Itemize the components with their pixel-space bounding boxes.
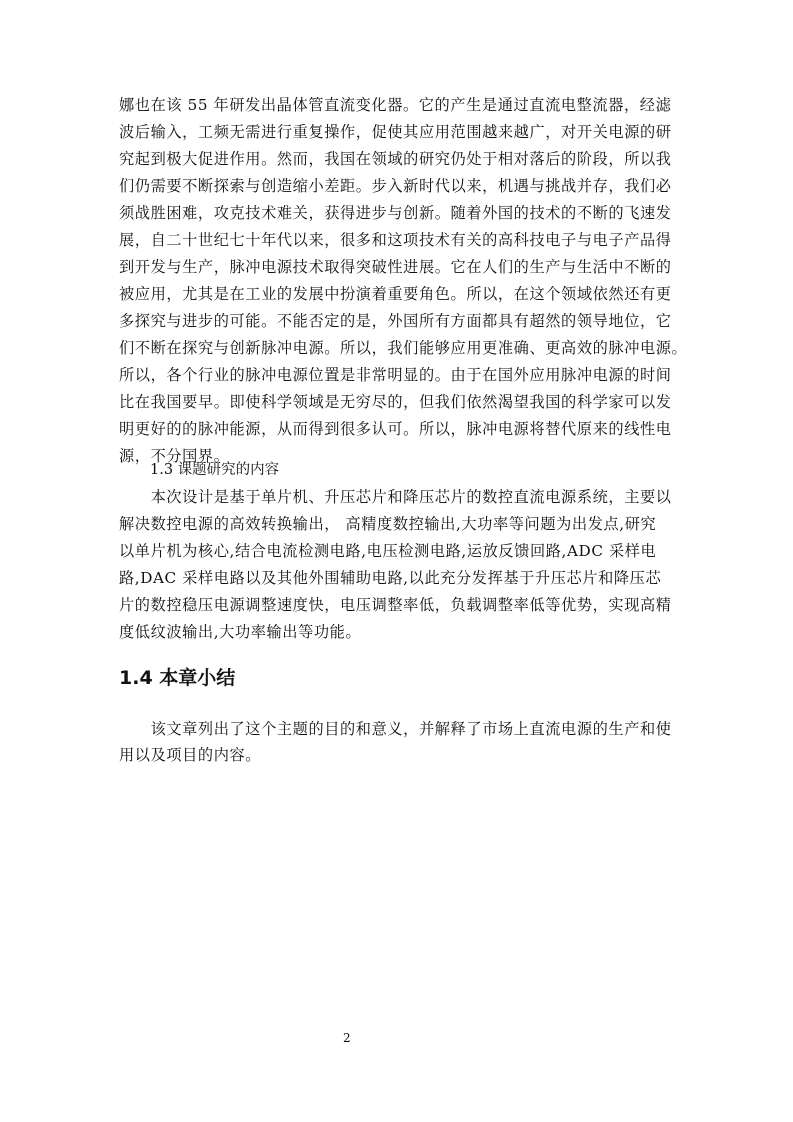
paragraph-line: 们不断在探究与创新脉冲电源。所以，我们能够应用更准确、更高效的脉冲电源。 [119, 339, 688, 357]
paragraph-line: 片的数控稳压电源调整速度快，电压调整率低，负载调整率低等优势，实现高精 [119, 596, 672, 614]
paragraph-line: 解决数控电源的高效转换输出， 高精度数控输出,大功率等问题为出发点,研究 [119, 515, 657, 533]
paragraph-line: 须战胜困难，攻克技术难关，获得进步与创新。随着外国的技术的不断的飞速发 [119, 204, 672, 222]
paragraph-line: 究起到极大促进作用。然而，我国在领域的研究仍处于相对落后的阶段，所以我 [119, 150, 672, 168]
paragraph-line: 多探究与进步的可能。不能否定的是，外国所有方面都具有超然的领导地位，它 [119, 312, 672, 330]
paragraph-line: 度低纹波输出,大功率输出等功能。 [119, 623, 362, 641]
paragraph-line: 源，不分国界。 [119, 447, 230, 465]
subsection-title: 1.3 课题研究的内容 [150, 462, 280, 478]
paragraph-line: 该文章列出了这个主题的目的和意义，并解释了市场上直流电源的生产和使 [119, 720, 672, 738]
paragraph-line: 路,DAC 采样电路以及其他外围辅助电路,以此充分发挥基于升压芯片和降压芯 [119, 569, 662, 587]
paragraph-line: 所以，各个行业的脉冲电源位置是非常明显的。由于在国外应用脉冲电源的时间 [119, 366, 672, 384]
paragraph-line: 展，自二十世纪七十年代以来，很多和这项技术有关的高科技电子与电子产品得 [119, 231, 672, 249]
paragraph-line: 被应用，尤其是在工业的发展中扮演着重要角色。所以，在这个领域依然还有更 [119, 285, 672, 303]
page-number: 2 [343, 1031, 351, 1045]
paragraph-line: 波后输入，工频无需进行重复操作，促使其应用范围越来越广，对开关电源的研 [119, 123, 672, 141]
paragraph-line: 娜也在该 55 年研发出晶体管直流变化器。它的产生是通过直流电整流器，经滤 [119, 96, 672, 114]
paragraph-line: 比在我国要早。即使科学领域是无穷尽的，但我们依然渴望我国的科学家可以发 [119, 393, 672, 411]
paragraph-line: 们仍需要不断探索与创造缩小差距。步入新时代以来，机遇与挑战并存，我们必 [119, 177, 672, 195]
paragraph-line: 以单片机为核心,结合电流检测电路,电压检测电路,运放反馈回路,ADC 采样电 [119, 542, 657, 560]
paragraph-line: 到开发与生产，脉冲电源技术取得突破性进展。它在人们的生产与生活中不断的 [119, 258, 672, 276]
paragraph-line: 本次设计是基于单片机、升压芯片和降压芯片的数控直流电源系统，主要以 [119, 488, 672, 506]
paragraph-line: 用以及项目的内容。 [119, 746, 262, 764]
section-title: 1.4 本章小结 [119, 667, 236, 689]
paragraph-line: 明更好的的脉冲能源，从而得到很多认可。所以，脉冲电源将替代原来的线性电 [119, 420, 672, 438]
